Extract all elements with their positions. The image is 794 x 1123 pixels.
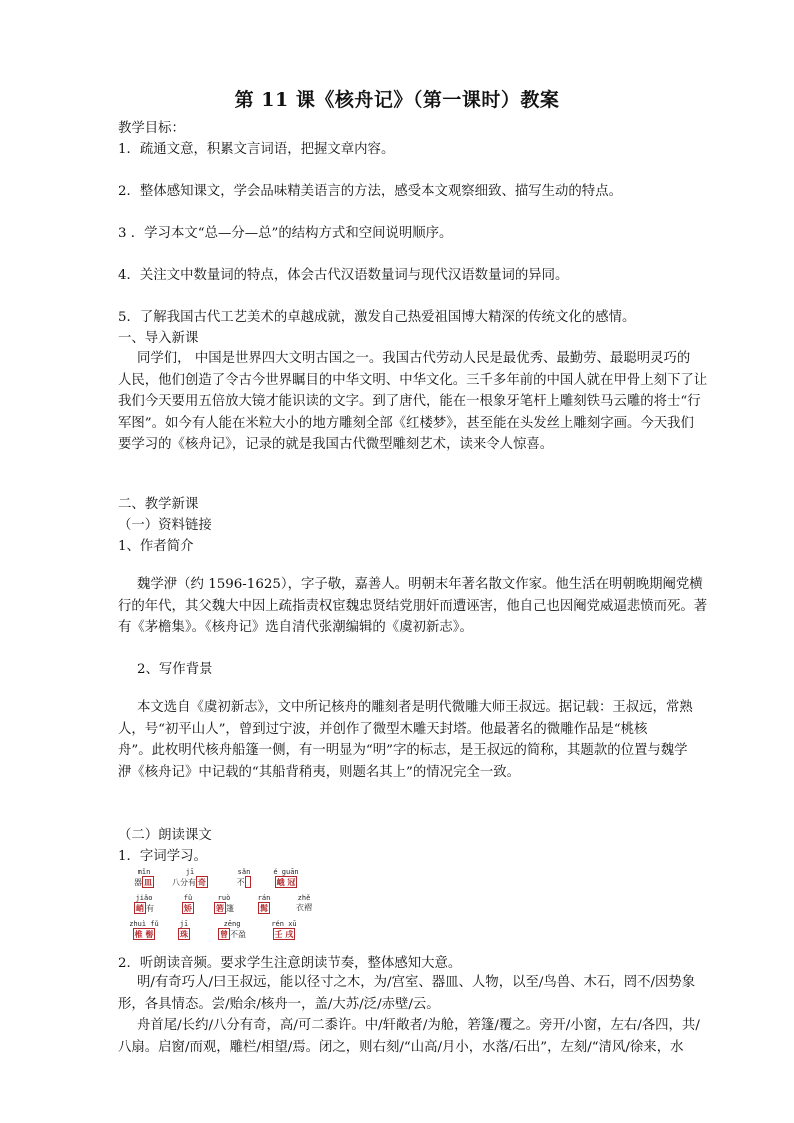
paragraph-line: 本文选自《虞初新志》，文中所记核舟的雕刻者是明代微雕大师王叔远。据记载：王叔远，常熟: [137, 700, 693, 715]
paragraph-line: 魏学洢（约 1596-1625），字子敬，嘉善人。明朝末年著名散文作家。他生活在明朝晚期阉党横: [137, 577, 703, 592]
vocab-word: rán 髯: [257, 894, 271, 913]
vocab-word: sǎn 不: [236, 868, 251, 887]
author-paragraph: [118, 574, 708, 639]
vocab-word: zhě 衣褶: [296, 894, 312, 912]
intro-paragraph: [118, 348, 708, 456]
vocab-word: fǔ 矫: [183, 894, 193, 913]
paragraph-line: 行的年代，其父魏大中因上疏指责权宦魏忠贤结党朋奸而遭诬害，他自己也因阉党威逼悲愤而死。著: [118, 598, 708, 614]
paragraph-line: 我们今天要用五倍放大镜才能识读的文字。到了唐代，能在一根象牙笔杆上雕刻铁马云雕的将士“行: [118, 394, 701, 409]
paragraph-line: 舟”。此枚明代核舟船篷一侧，有一明显为“明”字的标志，是王叔远的简称，其题款的位置与魏学: [118, 743, 688, 758]
page-title: 第 11 课《核舟记》（第一课时）教案: [234, 89, 560, 111]
vocab-word: jī 八分有 奇: [172, 868, 206, 887]
paragraph-line: 要学习的《核舟记》，记录的就是我国古代微型雕刻艺术，读来令人惊喜。: [118, 437, 554, 452]
section-heading: 一、导入新课: [118, 331, 199, 346]
objective-item: 3 ．学习本文“总—分—总”的结构方式和空间说明顺序。: [118, 226, 453, 241]
objectives-heading: 教学目标：: [118, 121, 185, 136]
objective-item: 1．疏通文意，积累文言词语，把握文章内容。: [118, 142, 395, 157]
vocab-word: rén xū 壬 戌: [271, 920, 297, 939]
vocab-figure: [118, 868, 328, 944]
vocab-heading: 1．字词学习。: [118, 849, 207, 864]
paragraph-line: 军图”。如今有人能在米粒大小的地方雕刻全部《红楼梦》，甚至能在头发丝上雕刻字画。今天我们: [118, 415, 694, 431]
section-heading: 二、教学新课: [118, 497, 199, 512]
paragraph-line: 八扇。启窗/而观，雕栏/相望/焉。闭之，则右刻/“山高/月小，水落/石出”，左刻/“清风/徐来，水: [118, 1039, 684, 1055]
vocab-word: jiǎo 峭 有: [135, 894, 154, 913]
vocab-word: ruò 箬 篷: [216, 894, 234, 913]
objective-item: 5．了解我国古代工艺美术的卓越成就，激发自己热爱祖国博大精深的传统文化的感情。: [118, 310, 636, 325]
vocab-word: é guān 峨 冠: [273, 868, 299, 887]
paragraph-line: 洢《核舟记》中记载的“其船背稍夷，则题名其上”的情况完全一致。: [118, 764, 521, 780]
background-paragraph: [118, 697, 693, 783]
listen-heading: 2．听朗读音频。要求学生注意朗读节奏，整体感知大意。: [118, 956, 462, 971]
vocab-word: jī 珠: [179, 920, 189, 939]
text-paragraph: [118, 972, 696, 1015]
paragraph-line: 明/有奇巧人/曰王叔远，能以径寸之木，为/宫室、器皿、人物，以至/鸟兽、木石，罔不/因势象: [137, 975, 696, 990]
text-paragraph: [118, 1015, 700, 1058]
vocab-word: zēng 曾 不盈: [220, 920, 246, 939]
background-heading: 2、写作背景: [137, 662, 213, 677]
paragraph-line: 人民，他们创造了令古今世界瞩目的中华文明、中华文化。三千多年前的中国人就在甲骨上刻下了让: [118, 372, 708, 388]
objective-item: 2．整体感知课文，学会品味精美语言的方法，感受本文观察细致、描写生动的特点。: [118, 184, 622, 199]
paragraph-line: 舟首尾/长约/八分有奇，高/可二黍许。中/轩敞者/为舱，箬篷/覆之。旁开/小窗，左右/各四，共/: [137, 1018, 700, 1033]
objective-item: 4．关注文中数量词的特点，体会古代汉语数量词与现代汉语数量词的异同。: [118, 268, 569, 283]
subsection-heading: （一）资料链接: [118, 518, 212, 533]
paragraph-line: 形，各具情态。尝/贻余/核舟一，盖/大苏/泛/赤壁/云。: [118, 996, 440, 1012]
paragraph-line: 同学们， 中国是世界四大文明古国之一。我国古代劳动人民是最优秀、最勤劳、最聪明灵巧的: [137, 351, 691, 366]
author-heading: 1、作者简介: [118, 539, 194, 554]
subsection-heading: （二）朗读课文: [118, 828, 212, 843]
vocab-word: mǐn 器 皿: [134, 868, 152, 887]
paragraph-line: 人，号“初平山人”，曾到过宁波，并创作了微型木雕天封塔。他最著名的微雕作品是“桃核: [118, 721, 648, 737]
paragraph-line: 有《茅檐集》。《核舟记》选自清代张潮编辑的《虞初新志》。: [118, 620, 473, 635]
vocab-word: zhuì fǔ 椎 髻: [129, 920, 159, 939]
